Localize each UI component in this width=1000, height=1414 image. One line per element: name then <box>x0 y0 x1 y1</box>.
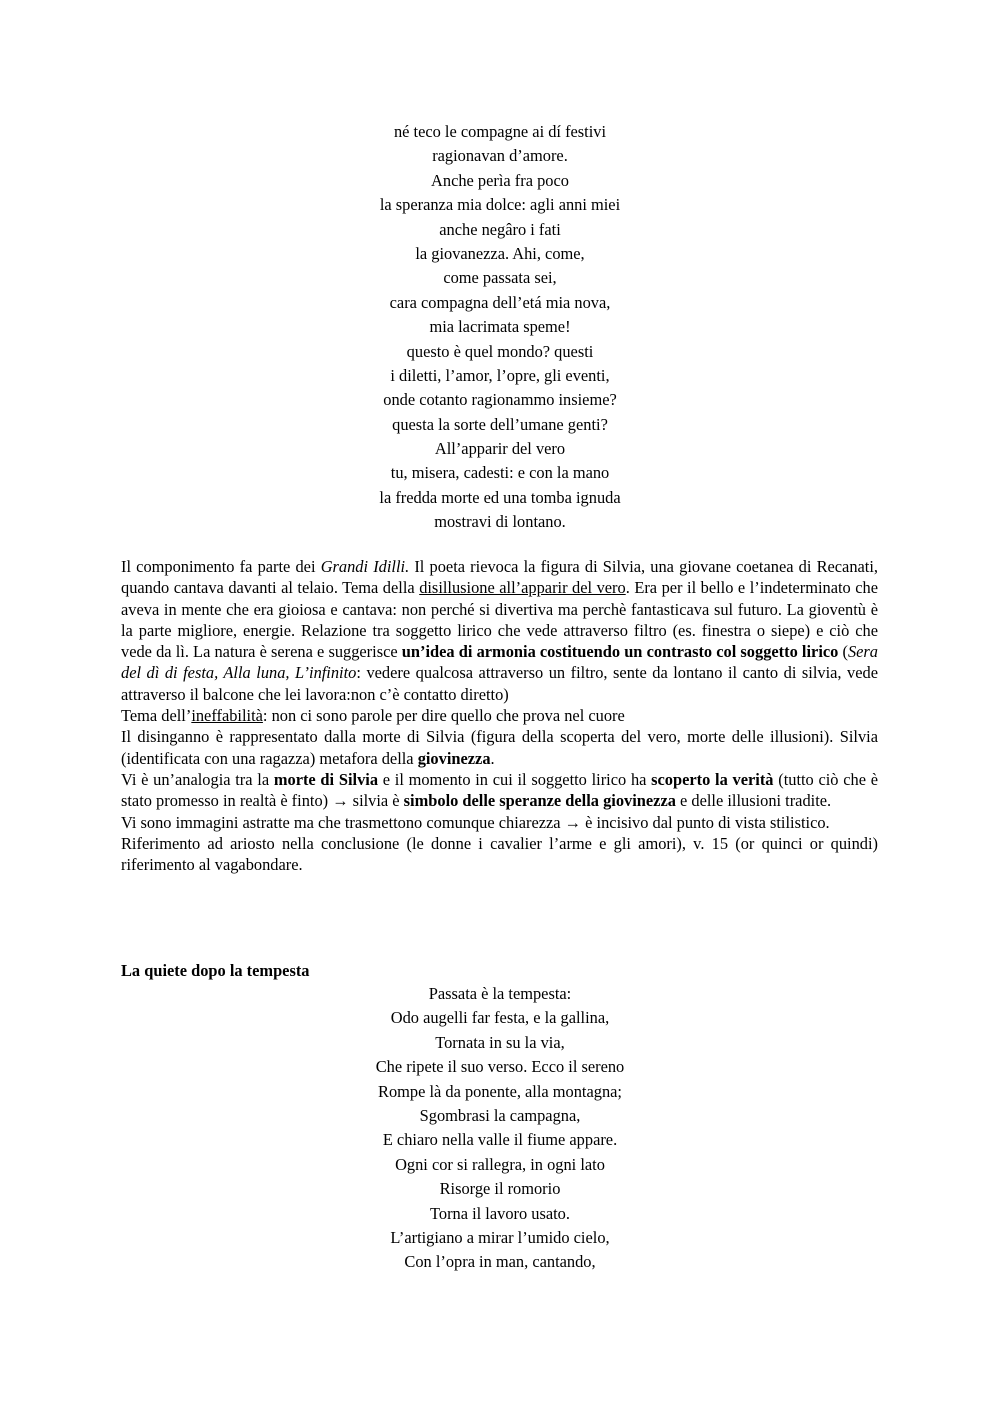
bold-text: morte di Silvia <box>273 769 379 789</box>
text-run: Il componimento fa parte dei <box>121 557 321 576</box>
poem-line: Anche perìa fra poco <box>431 170 569 190</box>
text-run: . Era per il bello e l’indeterminato che aveva in mente che era gioiosa e cantava: non perché si divertiva ma perchè fantasticava sul futuro. La gioventù è la parte migliore, energie. Relazione tra soggetto lirico che vede attraverso filtro (es. finestra o siepe) e ciò che vede da lì. La natura è serena e suggerisce <box>121 578 879 662</box>
poem-line: mia lacrimata speme! <box>429 317 571 337</box>
poem-line: cara compagna dell’etá mia nova, <box>389 292 611 312</box>
poem-line: All’apparir del vero <box>434 439 566 459</box>
poem-line: Con l’opra in man, cantando, <box>404 1252 596 1272</box>
italic-text: Sera del dì di festa, Alla luna, L’infinito <box>121 642 878 683</box>
text-run: e il momento in cui il soggetto lirico ha <box>378 769 652 789</box>
commentary-paragraph <box>121 769 878 812</box>
commentary-paragraph <box>121 556 878 705</box>
text-run: Il disinganno è rappresentato dalla morte di Silvia (figura della scoperta del vero, morte delle illusioni). Silvia (identificata con una ragazza) metafora della <box>121 727 878 768</box>
commentary-paragraph: Riferimento ad ariosto nella conclusione (le donne i cavalier l’arme e gli amori), v. 15 (or quinci or quindi) riferimento al vagabondare. <box>121 833 878 875</box>
poem-line: Tornata in su la via, <box>435 1032 565 1052</box>
poem-line: anche negâro i fati <box>439 219 561 239</box>
section-heading: La quiete dopo la tempesta <box>121 961 310 980</box>
poem-line: come passata sei, <box>443 268 557 288</box>
poem-line: la fredda morte ed una tomba ignuda <box>379 487 621 507</box>
poem-line: Risorge il romorio <box>439 1179 561 1199</box>
poem-line: Passata è la tempesta: <box>428 984 572 1003</box>
commentary <box>121 556 878 875</box>
poem-line: Sgombrasi la campagna, <box>419 1105 581 1125</box>
underlined-text: ineffabilità <box>191 706 263 726</box>
poem-line: onde cotanto ragionammo insieme? <box>383 390 617 410</box>
poem-excerpt-silvia <box>0 120 1000 535</box>
italic-text: Grandi Idilli. <box>320 557 410 576</box>
poem-line: la giovanezza. Ahi, come, <box>415 243 585 263</box>
underlined-text: disillusione all’apparir del vero <box>419 578 626 598</box>
poem-excerpt-quiete <box>0 982 1000 1275</box>
poem-line: Torna il lavoro usato. <box>430 1203 570 1223</box>
poem-line: né teco le compagne ai dí festivi <box>393 122 607 141</box>
poem-line: tu, misera, cadesti: e con la mano <box>390 463 610 483</box>
text-run: Vi è un’analogia tra la <box>121 769 274 789</box>
poem-line: Ogni cor si rallegra, in ogni lato <box>395 1154 605 1174</box>
poem-line: mostravi di lontano. <box>434 512 566 532</box>
poem-line: la speranza mia dolce: agli anni miei <box>379 195 621 215</box>
text-run: : vedere qualcosa attraverso un filtro, sente da lontano il canto di silvia, vede attraverso il balcone che lei lavora:non c’è contatto diretto) <box>121 663 878 704</box>
poem-line: Che ripete il suo verso. Ecco il sereno <box>375 1057 625 1077</box>
text-run: . <box>490 748 495 768</box>
poem-line: questo è quel mondo? questi <box>406 341 594 361</box>
poem-line: Rompe là da ponente, alla montagna; <box>378 1081 622 1101</box>
bold-text: un’idea di armonia costituendo un contrasto col soggetto lirico <box>401 642 839 662</box>
text-run: Tema dell’ <box>121 706 192 726</box>
bold-text: giovinezza <box>417 748 491 768</box>
text-run: (tutto ciò che è stato promesso in realtà è finto) → silvia è <box>121 769 878 811</box>
poem-line: Odo augelli far festa, e la gallina, <box>390 1008 610 1028</box>
commentary-paragraph <box>121 705 878 726</box>
bold-text: simbolo delle speranze della giovinezza <box>403 791 676 811</box>
text-run: : non ci sono parole per dire quello che prova nel cuore <box>262 706 625 726</box>
poem-line: ragionavan d’amore. <box>432 146 568 166</box>
commentary-paragraph <box>121 726 878 769</box>
text-run: Il poeta rievoca la figura di Silvia, una giovane coetanea di Recanati, quando cantava davanti al telaio. Tema della <box>121 557 879 598</box>
text-run: e delle illusioni tradite. <box>675 791 832 811</box>
text-run: ( <box>838 642 848 662</box>
poem-line: i diletti, l’amor, l’opre, gli eventi, <box>390 365 610 385</box>
bold-text: scoperto la verità <box>651 769 774 789</box>
poem-line: L’artigiano a mirar l’umido cielo, <box>390 1227 610 1247</box>
poem-line: E chiaro nella valle il fiume appare. <box>382 1130 618 1150</box>
poem-line: questa la sorte dell’umane genti? <box>392 414 608 434</box>
commentary-paragraph: Vi sono immagini astratte ma che trasmettono comunque chiarezza → è incisivo dal punto di vista stilistico. <box>121 812 830 832</box>
